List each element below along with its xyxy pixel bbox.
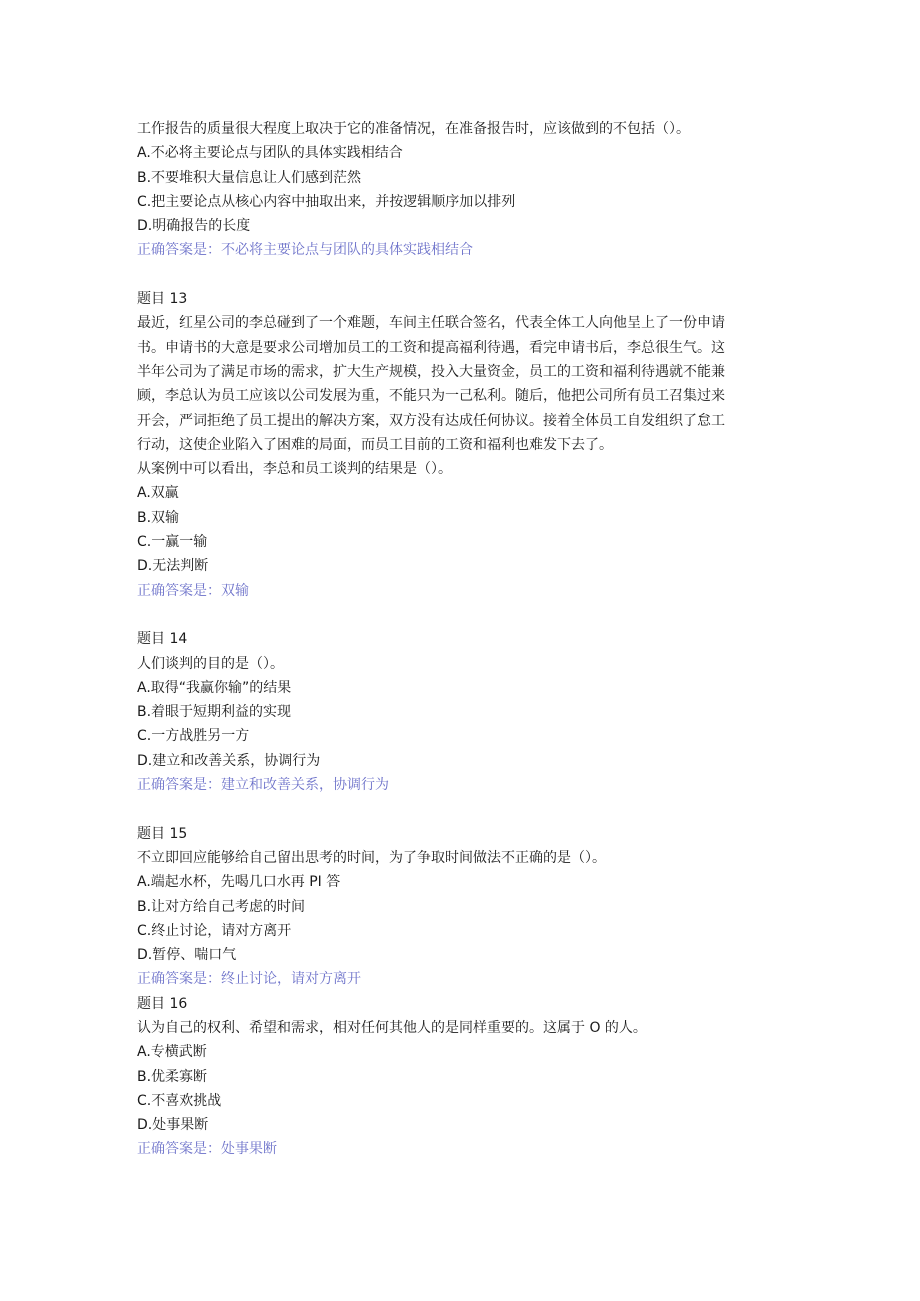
correct-answer: 正确答案是：双输 (137, 582, 249, 599)
case-text-line: 书。申请书的大意是要求公司增加员工的工资和提高福利待遇，看完申请书后，李总很生气。这 (137, 339, 725, 356)
case-text-line: 最近，红星公司的李总碰到了一个难题，车间主任联合签名，代表全体工人向他呈上了一份申请 (137, 315, 725, 332)
option-a: A.专横武断 (137, 1044, 207, 1061)
option-a: A.取得“我赢你输”的结果 (137, 679, 292, 696)
option-c: C.不喜欢挑战 (137, 1092, 222, 1109)
question-13 (137, 287, 787, 603)
option-d: D.无法判断 (137, 558, 209, 575)
case-text-line: 顾，李总认为员工应该以公司发展为重，不能只为一己私利。随后，他把公司所有员工召集过来 (137, 388, 725, 405)
option-b: B.优柔寡断 (137, 1068, 208, 1085)
option-b: B.双输 (137, 509, 180, 526)
question-title: 题目 13 (137, 291, 188, 308)
question-16 (137, 992, 787, 1162)
question-stem: 人们谈判的目的是（）。 (137, 655, 284, 672)
question-title: 题目 16 (137, 995, 188, 1012)
option-c: C.一方战胜另一方 (137, 728, 250, 745)
question-stem: 认为自己的权利、希望和需求，相对任何其他人的是同样重要的。这属于 O 的人。 (137, 1019, 647, 1036)
option-a: A.端起水杯，先喝几口水再 PI 答 (137, 874, 341, 891)
correct-answer: 正确答案是：终止讨论，请对方离开 (137, 971, 361, 988)
case-text-line: 行动，这使企业陷入了困难的局面，而员工目前的工资和福利也难发下去了。 (137, 436, 613, 453)
option-a: A.不必将主要论点与团队的具体实践相结合 (137, 145, 403, 162)
question-stem: 工作报告的质量很大程度上取决于它的准备情况，在准备报告时，应该做到的不包括（）。 (137, 121, 690, 137)
question-14 (137, 627, 787, 797)
correct-answer: 正确答案是：不必将主要论点与团队的具体实践相结合 (137, 242, 473, 259)
option-b: B.不要堆积大量信息让人们感到茫然 (137, 169, 362, 186)
option-d: D.暂停、喘口气 (137, 947, 237, 964)
option-c: C.一赢一输 (137, 534, 208, 551)
option-c: C.终止讨论，请对方离开 (137, 922, 292, 939)
option-b: B.让对方给自己考虑的时间 (137, 898, 306, 915)
option-d: D.明确报告的长度 (137, 218, 251, 235)
document-page (137, 117, 787, 1162)
question-12 (137, 117, 787, 263)
option-c: C.把主要论点从核心内容中抽取出来，并按逻辑顺序加以排列 (137, 193, 516, 210)
question-title: 题目 15 (137, 825, 188, 842)
question-stem: 从案例中可以看出，李总和员工谈判的结果是（）。 (137, 461, 452, 478)
correct-answer: 正确答案是：建立和改善关系，协调行为 (137, 777, 389, 794)
option-d: D.建立和改善关系，协调行为 (137, 752, 321, 769)
option-b: B.着眼于短期利益的实现 (137, 704, 292, 721)
correct-answer: 正确答案是：处事果断 (137, 1141, 277, 1158)
option-d: D.处事果断 (137, 1117, 209, 1134)
case-text-line: 半年公司为了满足市场的需求，扩大生产规模，投入大量资金，员工的工资和福利待遇就不能兼 (137, 363, 725, 380)
question-15 (137, 822, 787, 992)
case-text-line: 开会，严词拒绝了员工提出的解决方案，双方没有达成任何协议。接着全体员工自发组织了怠工 (137, 412, 725, 429)
option-a: A.双赢 (137, 485, 179, 502)
question-stem: 不立即回应能够给自己留出思考的时间，为了争取时间做法不正确的是（）。 (137, 849, 606, 866)
question-title: 题目 14 (137, 631, 188, 648)
